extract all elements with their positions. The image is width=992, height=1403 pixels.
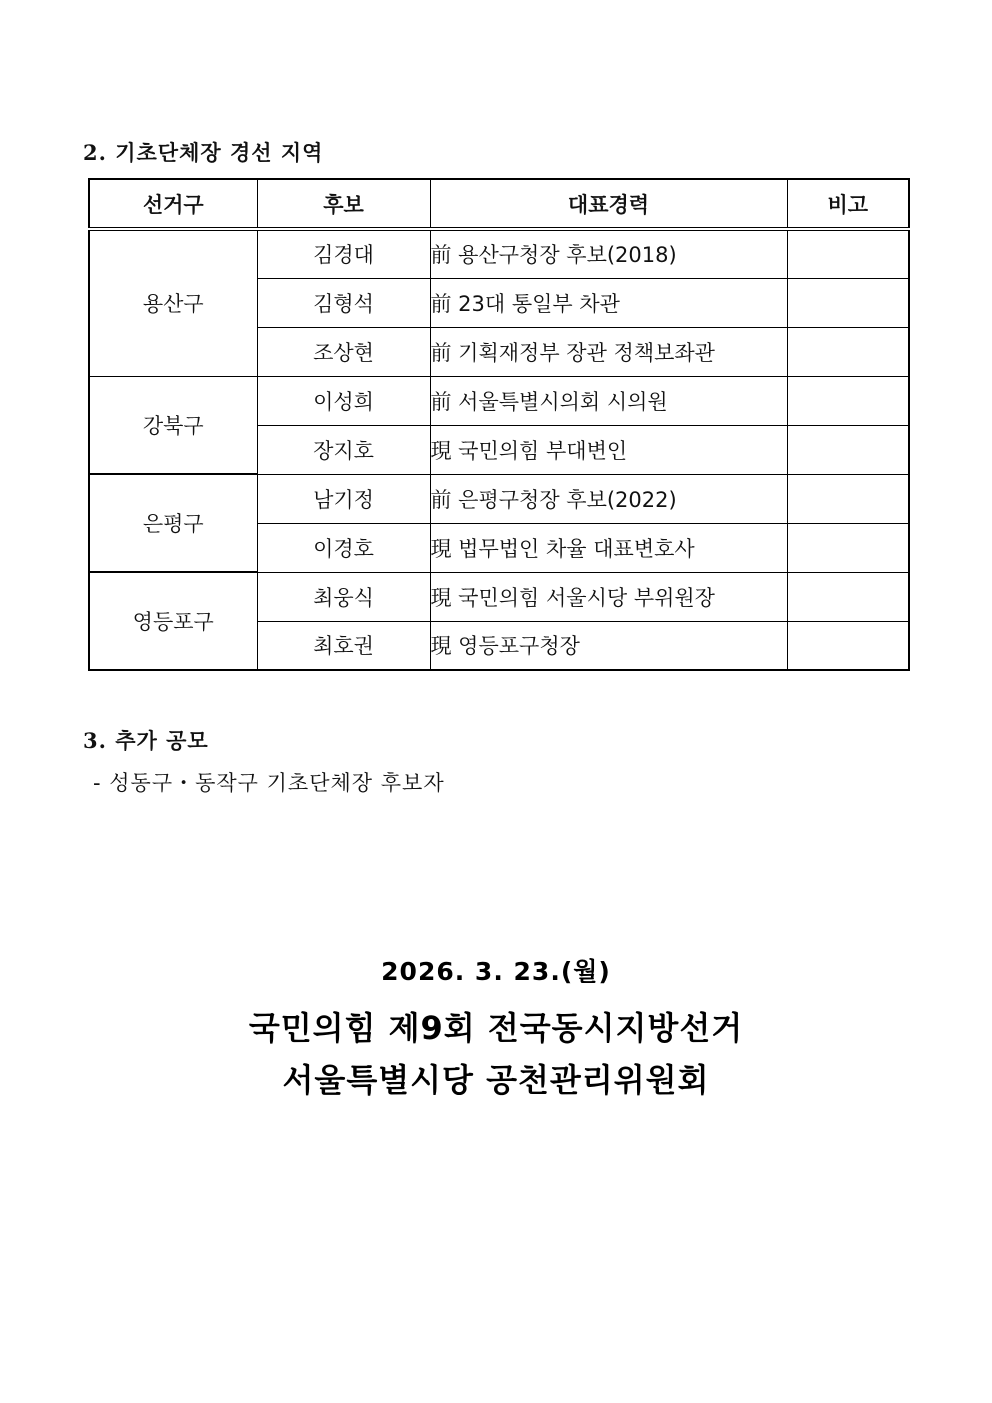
note-cell	[787, 278, 909, 327]
career-cell: 現 국민의힘 부대변인	[430, 425, 787, 474]
note-cell	[787, 376, 909, 425]
header-district: 선거구	[89, 179, 257, 229]
additional-recruitment-item: - 성동구・동작구 기초단체장 후보자	[93, 771, 445, 795]
note-cell	[787, 523, 909, 572]
career-cell: 現 국민의힘 서울시당 부위원장	[430, 572, 787, 621]
district-cell: 은평구	[89, 474, 257, 572]
career-cell: 前 용산구청장 후보(2018)	[430, 229, 787, 278]
section-3-title: 3. 추가 공모	[83, 728, 209, 753]
candidate-cell: 이성희	[257, 376, 430, 425]
candidate-cell: 장지호	[257, 425, 430, 474]
note-cell	[787, 327, 909, 376]
footer-date: 2026. 3. 23.(월)	[381, 957, 611, 986]
district-cell: 강북구	[89, 376, 257, 474]
career-cell: 前 23대 통일부 차관	[430, 278, 787, 327]
career-cell: 前 기획재정부 장관 정책보좌관	[430, 327, 787, 376]
table-row	[89, 474, 909, 523]
note-cell	[787, 572, 909, 621]
note-cell	[787, 425, 909, 474]
candidate-cell: 이경호	[257, 523, 430, 572]
candidate-cell: 최웅식	[257, 572, 430, 621]
career-cell: 現 영등포구청장	[430, 621, 787, 670]
district-cell: 영등포구	[89, 572, 257, 670]
header-career: 대표경력	[430, 179, 787, 229]
career-cell: 現 법무법인 차율 대표변호사	[430, 523, 787, 572]
candidate-cell: 조상현	[257, 327, 430, 376]
note-cell	[787, 474, 909, 523]
table-header-row	[89, 179, 909, 229]
footer-organization-line-1: 국민의힘 제9회 전국동시지방선거	[248, 1009, 744, 1047]
candidate-cell: 남기정	[257, 474, 430, 523]
note-cell	[787, 229, 909, 278]
candidate-cell: 김형석	[257, 278, 430, 327]
section-2-title: 2. 기초단체장 경선 지역	[83, 140, 324, 165]
table-row	[89, 572, 909, 621]
candidate-cell: 최호권	[257, 621, 430, 670]
header-note: 비고	[787, 179, 909, 229]
primary-contest-table	[88, 178, 910, 671]
career-cell: 前 은평구청장 후보(2022)	[430, 474, 787, 523]
table-row	[89, 376, 909, 425]
note-cell	[787, 621, 909, 670]
career-cell: 前 서울특별시의회 시의원	[430, 376, 787, 425]
candidate-cell: 김경대	[257, 229, 430, 278]
table-row	[89, 229, 909, 278]
header-candidate: 후보	[257, 179, 430, 229]
footer-organization-line-2: 서울특별시당 공천관리위원회	[282, 1061, 710, 1099]
district-cell: 용산구	[89, 229, 257, 376]
